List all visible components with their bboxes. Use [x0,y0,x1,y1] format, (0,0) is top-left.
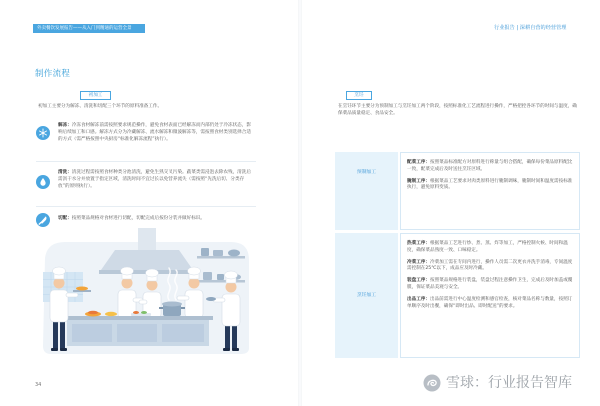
row-content [400,152,580,230]
process-item [407,160,573,174]
row-label: 烹饪加工 [335,233,398,358]
step-term: 清洗： [58,170,72,175]
process-item [407,179,573,193]
item-term: 配菜工序： [407,160,430,165]
process-item [407,278,573,292]
tab-cooking: 烹饪 [346,91,372,100]
kitchen-illustration [35,228,257,360]
process-item [407,241,573,255]
divider [36,206,256,207]
item-term: 腌制工序： [407,178,430,184]
step-body: 冷冻食材解冻前需按照要求规范操作，避免食材表面已经解冻而内部仍处于冷冻状态，影响后续加工和口感。解冻方式分为冷藏解冻、流水解冻和微波解冻等，需按照食材类别选择合适的方式（需严格按照中央厨房“标准化解冻流程”执行）。 [58,123,251,142]
watermark-text: 雪球：行业报告智库 [446,375,572,391]
item-term: 冷菜工序： [407,259,430,265]
item-text: 出品前需进行中心温度检测和感官检查，核对菜品名称与数量，按照订单顺序及时出餐，确保“即时出品、即时配送”的要求。 [407,296,573,309]
item-text: 根据菜品工艺进行炒、煮、蒸、炸等加工，严格控制火候、时间和温度，确保菜品熟度一致、口味稳定。 [407,241,568,253]
tab-pre-processing: 初加工 [80,91,111,100]
step-text [58,169,254,190]
table-row [335,152,580,230]
divider [36,161,256,162]
step-body: 清洗过程需按照食材种类分池清洗，避免生熟交叉污染。蔬菜类需浸泡去除农残，清洗后需沥干水分并放置于指定区域，清洗时间不宜过长以免营养流失（需按照“先洗后切、分类存放”的原则执行）。 [58,170,251,189]
process-item [407,260,573,274]
section-title: 制作流程 [35,69,71,79]
header-right-title: 行业报告 | 深耕自营的经营管理 [494,25,567,31]
left-intro: 初加工主要分为解冻、清洗和切配三个环节的原料准备工作。 [38,104,163,109]
water-drop-icon [36,174,50,188]
item-term: 出品工序： [407,296,430,302]
step-term: 切配： [58,216,72,221]
knife-icon [36,212,50,226]
row-content [400,233,580,358]
right-intro: 在烹饪环节主要分为预制加工与烹饪加工两个阶段，按照标准化工艺流程进行操作，严格把控各环节的时间与温度，确保菜品质量稳定、食品安全。 [338,104,577,116]
item-text: 按照菜品规格进行装盘，装盘过程注意操作卫生，完成后及时加盖或覆膜，保证菜品美观与安全。 [407,278,573,290]
step-text [58,122,254,143]
step-body: 按照菜品规格对食材进行切配，切配完成后按份分装并做好标识。 [71,216,206,221]
item-term: 装盘工序： [407,278,430,284]
work-counter [63,316,213,346]
step-term: 解冻： [58,123,72,128]
process-item [407,297,573,311]
table-row [335,233,580,358]
row-label: 预制加工 [335,152,398,230]
item-term: 热菜工序： [407,241,430,246]
snowflake-icon [36,125,50,139]
xueqiu-logo [423,374,441,392]
item-text: 冷菜加工需在专间内进行，操作人员需二次更衣并洗手消毒，专间温度需控制在25℃以下，成品应及时冷藏。 [407,259,573,272]
item-text: 按照菜品标准配方对原料进行称量与组合搭配，确保每份菜品原料配比一致，配菜完成后及时送往烹饪区域。 [407,160,573,172]
item-text: 根据菜品工艺要求对肉类原料进行腌制调味，腌制时间和温度需按标准执行，避免原料变质。 [407,178,573,191]
page-number: 34 [35,382,42,388]
frying-pan [206,297,216,301]
page-spine [298,0,302,406]
step-text [58,215,254,222]
header-banner: 外卖餐饮发展报告——从入门到精通的运营全景 [33,24,145,33]
process-table [335,152,580,358]
